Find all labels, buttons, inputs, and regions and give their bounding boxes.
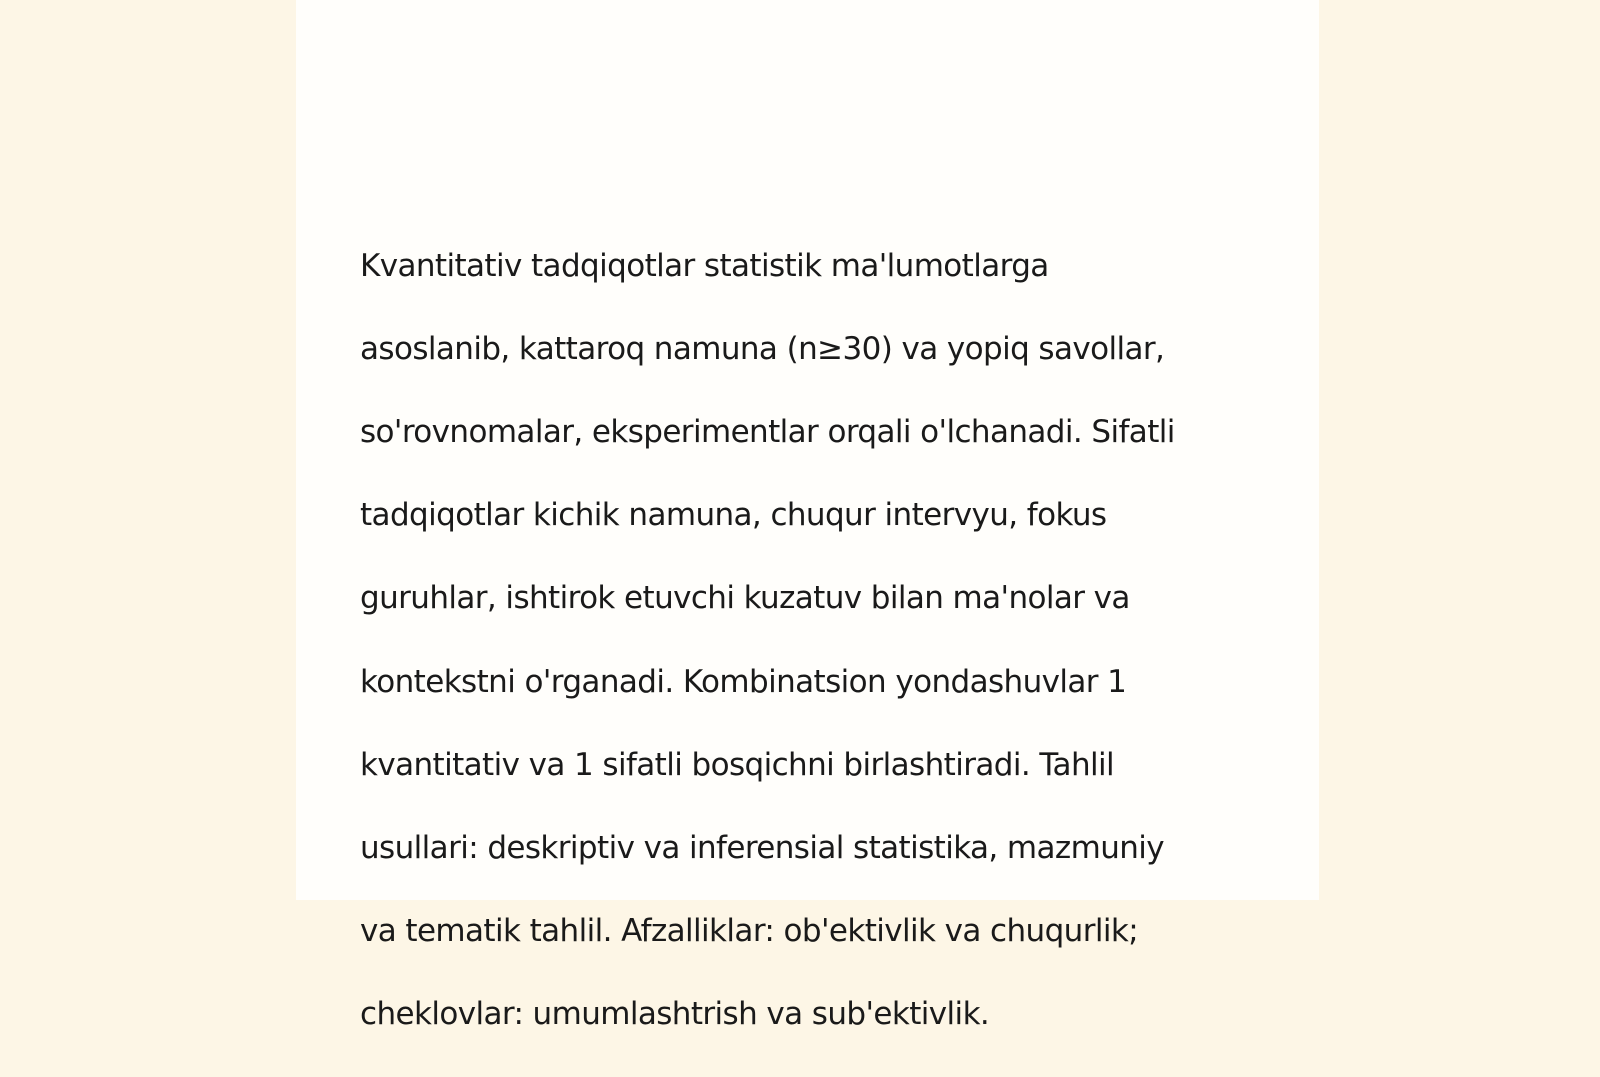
text-line: asoslanib, kattaroq namuna (n≥30) va yopiq savollar,: [360, 330, 1165, 367]
slide: [296, 0, 1319, 1033]
text-line: va tematik tahlil. Afzalliklar: ob'ektivlik va chuqurlik;: [360, 913, 1139, 950]
slide-body-text: [360, 204, 1260, 1077]
text-line: kvantitativ va 1 sifatli bosqichni birlashtiradi. Tahlil: [360, 746, 1115, 783]
text-line: kontekstni o'rganadi. Kombinatsion yondashuvlar 1: [360, 663, 1127, 700]
text-line: so'rovnomalar, eksperimentlar orqali o'lchanadi. Sifatli: [360, 413, 1175, 450]
text-line: cheklovlar: umumlashtrish va sub'ektivlik.: [360, 996, 990, 1033]
text-line: usullari: deskriptiv va inferensial statistika, mazmuniy: [360, 829, 1165, 866]
text-line: Kvantitativ tadqiqotlar statistik ma'lumotlarga: [360, 247, 1049, 284]
text-line: tadqiqotlar kichik namuna, chuqur intervyu, fokus: [360, 497, 1107, 534]
text-line: guruhlar, ishtirok etuvchi kuzatuv bilan ma'nolar va: [360, 580, 1130, 617]
